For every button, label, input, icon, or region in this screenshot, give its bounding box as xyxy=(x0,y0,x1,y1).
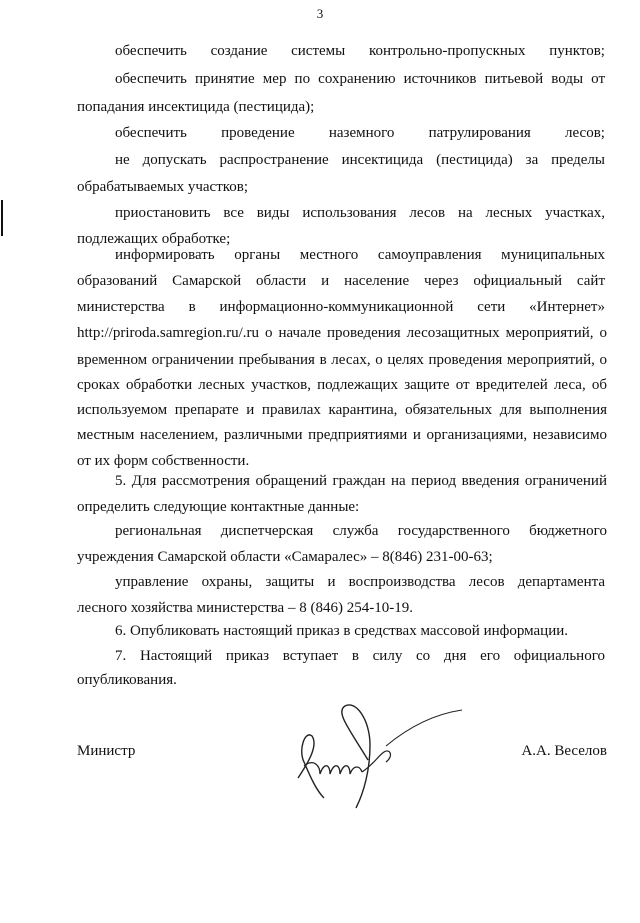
text-segment: 5. Для рассмотрения обращений граждан на период введения ограничений xyxy=(115,473,607,489)
text-segment: http://priroda.samregion.ru/.ru о начале проведения лесозащитных мероприятий, о xyxy=(77,325,607,341)
text-line xyxy=(77,598,413,618)
text-line xyxy=(115,150,605,170)
text-line xyxy=(115,621,568,641)
page-number: 3 xyxy=(316,6,324,21)
text-segment: государственного xyxy=(397,523,510,539)
text-segment: 7. Настоящий приказ вступает в силу со дня его официального xyxy=(115,648,605,664)
text-segment: бюджетного xyxy=(529,523,607,539)
text-line xyxy=(77,97,314,117)
text-line xyxy=(115,245,605,265)
text-segment: приостановить все виды использования лесов на лесных участках, xyxy=(115,205,605,221)
text-segment: системы xyxy=(291,43,346,59)
text-line xyxy=(77,451,249,471)
text-line xyxy=(77,323,607,343)
text-line xyxy=(115,123,605,143)
text-segment: определить следующие контактные данные: xyxy=(77,499,360,515)
text-segment: министерства xyxy=(77,299,165,315)
text-segment: лесного хозяйства министерства – 8 (846) 254-10-19. xyxy=(77,600,413,616)
text-segment: пунктов; xyxy=(549,43,605,59)
text-line xyxy=(115,203,605,223)
text-segment: не допускать распространение инсектицида (пестицида) за пределы xyxy=(115,152,605,168)
text-segment: сроках обработки лесных участков, подлежащих защите от вредителей леса, об xyxy=(77,377,607,393)
text-segment: попадания инсектицида (пестицида); xyxy=(77,99,315,115)
text-line xyxy=(115,521,607,541)
text-segment: информировать xyxy=(115,247,215,263)
text-line xyxy=(77,177,248,197)
text-segment: обеспечить xyxy=(115,125,187,141)
text-segment: обеспечить принятие мер по сохранению источников питьевой воды от xyxy=(115,71,605,87)
signatory-name: А.А. Веселов xyxy=(521,743,607,759)
text-line xyxy=(77,425,607,445)
text-line xyxy=(77,497,359,517)
text-segment: лесов; xyxy=(565,125,605,141)
text-segment: местного xyxy=(299,247,359,263)
text-segment: самоуправления xyxy=(377,247,482,263)
handwritten-signature xyxy=(290,700,465,815)
text-segment: от их форм собственности. xyxy=(77,453,250,469)
text-line xyxy=(115,572,605,592)
text-segment: подлежащих обработке; xyxy=(77,231,231,247)
text-segment: патрулирования xyxy=(428,125,531,141)
signature-block xyxy=(0,735,640,835)
text-segment: 6. Опубликовать настоящий приказ в средствах массовой информации. xyxy=(115,623,569,639)
text-line xyxy=(77,375,607,395)
text-line xyxy=(77,350,607,370)
text-segment: контрольно-пропускных xyxy=(368,43,526,59)
text-segment: опубликования. xyxy=(77,672,177,688)
text-line xyxy=(77,297,605,317)
text-segment: информационно-коммуникационной xyxy=(219,299,454,315)
text-segment: сети xyxy=(477,299,506,315)
text-segment: органы xyxy=(234,247,281,263)
signatory-title: Министр xyxy=(77,743,136,759)
text-segment: обрабатываемых участков; xyxy=(77,179,249,195)
text-segment: диспетчерская xyxy=(220,523,314,539)
text-segment: образований Самарской области и население через официальный сайт xyxy=(77,273,605,289)
text-line xyxy=(115,646,605,666)
text-line xyxy=(77,547,493,567)
text-line xyxy=(77,271,605,291)
text-line xyxy=(77,400,607,420)
text-segment: проведение xyxy=(221,125,295,141)
text-segment: используемом препарате и правилах карантина, обязательных для выполнения xyxy=(77,402,607,418)
text-line xyxy=(115,41,605,61)
text-segment: местным населением, различными предприятиями и организациями, независимо xyxy=(77,427,607,443)
text-segment: служба xyxy=(332,523,379,539)
text-segment: обеспечить xyxy=(115,43,187,59)
text-line xyxy=(115,471,607,491)
text-line xyxy=(77,670,177,690)
text-segment: создание xyxy=(210,43,268,59)
text-segment: «Интернет» xyxy=(529,299,605,315)
text-segment: учреждения Самарской области «Самаралес» – 8(846) 231-00-63; xyxy=(77,549,493,565)
text-segment: муниципальных xyxy=(501,247,605,263)
text-segment: управление охраны, защиты и воспроизводства лесов департамента xyxy=(115,574,605,590)
text-segment: в xyxy=(188,299,196,315)
scan-edge-mark xyxy=(1,200,3,236)
text-segment: региональная xyxy=(115,523,202,539)
text-segment: наземного xyxy=(328,125,395,141)
text-segment: временном ограничении пребывания в лесах, о целях проведения мероприятий, о xyxy=(77,352,607,368)
text-line xyxy=(115,69,605,89)
